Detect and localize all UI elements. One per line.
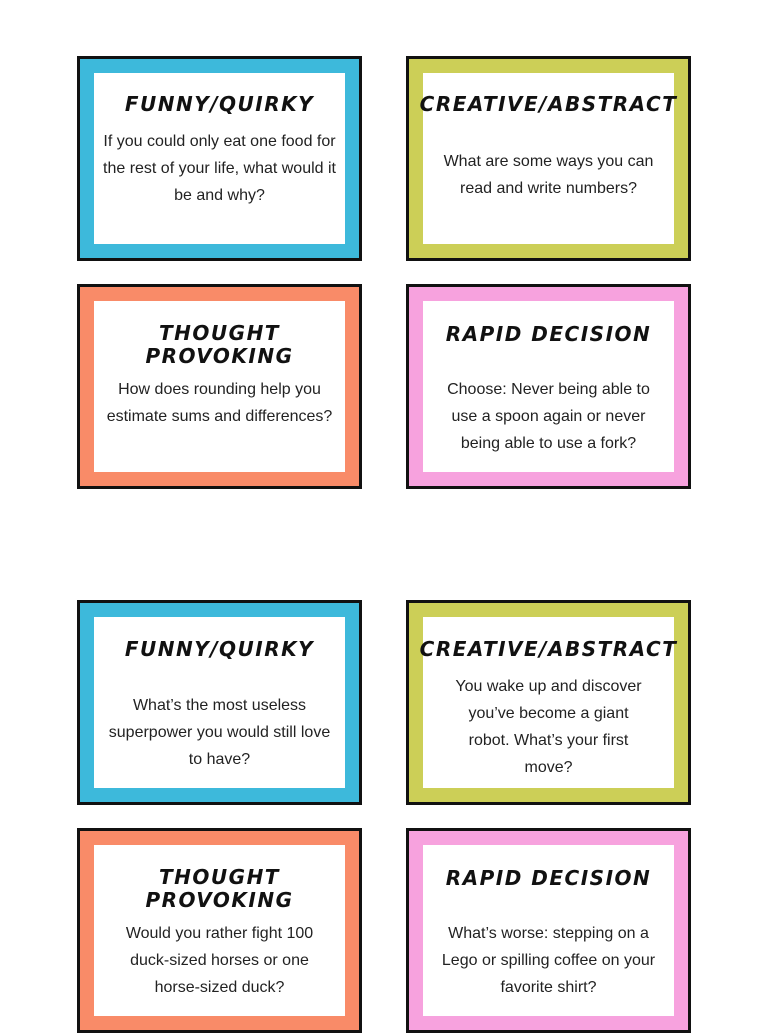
card-question: What’s worse: stepping on a Lego or spilling coffee on your favorite shirt? [441, 925, 656, 996]
card-title: CREATIVE/ABSTRACT [419, 637, 678, 661]
card-rapid-decision [406, 828, 691, 1033]
card-question: How does rounding help you estimate sums and differences? [106, 381, 333, 425]
card-title: RAPID DECISION [445, 322, 652, 346]
card-title: CREATIVE/ABSTRACT [419, 92, 678, 116]
card-inner [423, 301, 674, 472]
card-question: You wake up and discover you’ve become a giant robot. What’s your first move? [455, 678, 642, 776]
card-funny-quirky [77, 56, 362, 261]
card-thought-provoking [77, 284, 362, 489]
card-creative-abstract [406, 56, 691, 261]
card-inner [94, 73, 345, 244]
card-inner [419, 617, 678, 788]
card-title: FUNNY/QUIRKY [124, 637, 315, 661]
card-question: What’s the most useless superpower you would still love to have? [108, 697, 331, 768]
card-question: Would you rather fight 100 duck-sized horses or one horse-sized duck? [125, 925, 314, 996]
card-title: FUNNY/QUIRKY [124, 92, 315, 116]
card-creative-abstract [406, 600, 691, 805]
card-rapid-decision [406, 284, 691, 489]
card-title: RAPID DECISION [445, 866, 652, 890]
card-inner [94, 301, 345, 472]
card-inner [94, 845, 345, 1016]
card-funny-quirky [77, 600, 362, 805]
card-inner [94, 617, 345, 788]
card-title: THOUGHT PROVOKING [145, 321, 294, 368]
card-inner [423, 845, 674, 1016]
card-question: If you could only eat one food for the rest of your life, what would it be and why? [103, 133, 336, 204]
card-title: THOUGHT PROVOKING [145, 865, 294, 912]
card-thought-provoking [77, 828, 362, 1033]
card-question: What are some ways you can read and write numbers? [443, 153, 654, 197]
card-question: Choose: Never being able to use a spoon again or never being able to use a fork? [447, 381, 650, 452]
card-inner [419, 73, 678, 244]
